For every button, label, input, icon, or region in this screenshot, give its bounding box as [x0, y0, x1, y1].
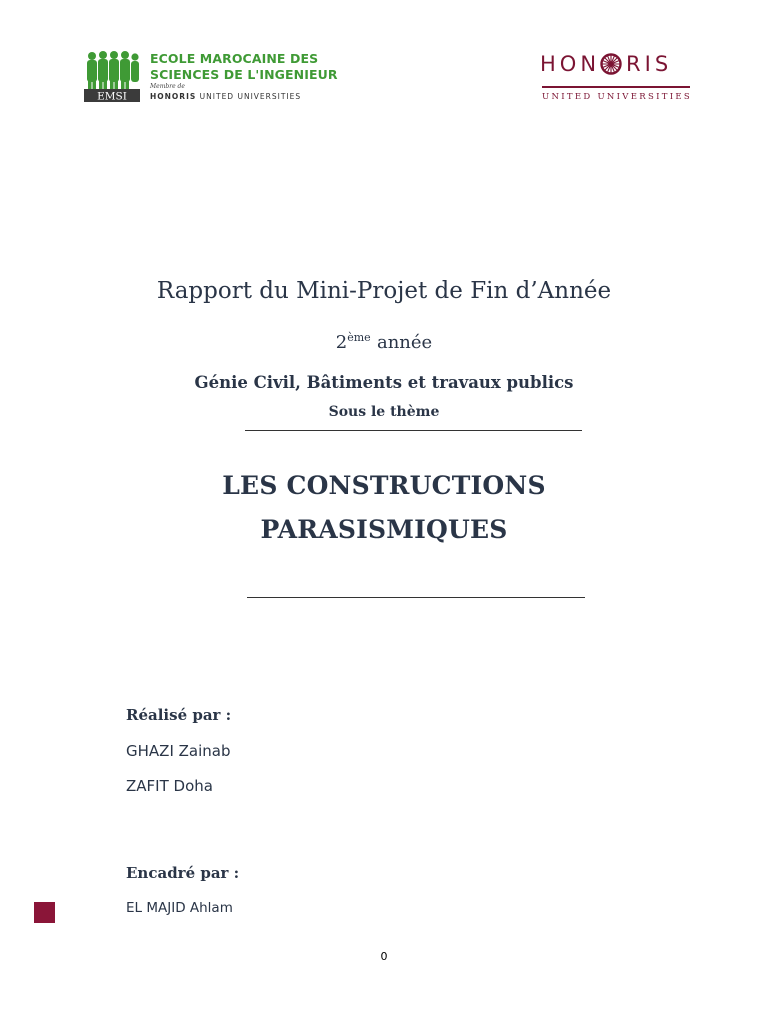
year-number: 2	[335, 332, 348, 353]
speciality: Génie Civil, Bâtiments et travaux publics	[194, 373, 574, 392]
honoris-rule	[542, 86, 690, 88]
emsi-name-line1: ECOLE MAROCAINE DES	[150, 51, 319, 66]
main-title-line1: LES CONSTRUCTIONS	[222, 471, 546, 500]
page-number: 0	[380, 950, 388, 963]
authors-label: Réalisé par :	[126, 706, 232, 724]
theme-label: Sous le thème	[328, 404, 440, 420]
accent-square	[34, 902, 55, 923]
honoris-logo	[540, 48, 696, 106]
year-line	[0, 331, 768, 353]
emsi-united-universities: UNITED UNIVERSITIES	[199, 92, 302, 101]
author-name: ZAFIT Doha	[126, 777, 213, 795]
emsi-badge-text: EMSI	[97, 90, 127, 102]
emsi-honoris-word: HONORIS	[150, 92, 197, 101]
author-name: GHAZI Zainab	[126, 742, 231, 760]
honoris-wheel-icon	[600, 53, 622, 75]
divider-bottom	[247, 597, 585, 598]
emsi-people-icon	[84, 50, 140, 102]
year-suffix: ème	[347, 331, 371, 344]
supervisor-name: EL MAJID Ahlam	[126, 900, 233, 916]
main-title-line2: PARASISMIQUES	[260, 515, 508, 544]
emsi-name-line2: SCIENCES DE L'INGENIEUR	[150, 67, 338, 82]
emsi-logo	[84, 50, 338, 106]
divider-top	[245, 430, 582, 431]
report-title: Rapport du Mini-Projet de Fin d’Année	[156, 278, 612, 304]
honoris-word-right: RIS	[626, 52, 673, 76]
year-word: année	[376, 332, 433, 353]
honoris-word-left: HON	[540, 52, 601, 76]
emsi-member-of: Membre de	[150, 83, 185, 90]
supervisor-label: Encadré par :	[126, 864, 240, 882]
honoris-wordmark	[540, 52, 672, 76]
emsi-honoris-line	[150, 92, 301, 101]
honoris-subtitle: UNITED UNIVERSITIES	[542, 92, 692, 102]
